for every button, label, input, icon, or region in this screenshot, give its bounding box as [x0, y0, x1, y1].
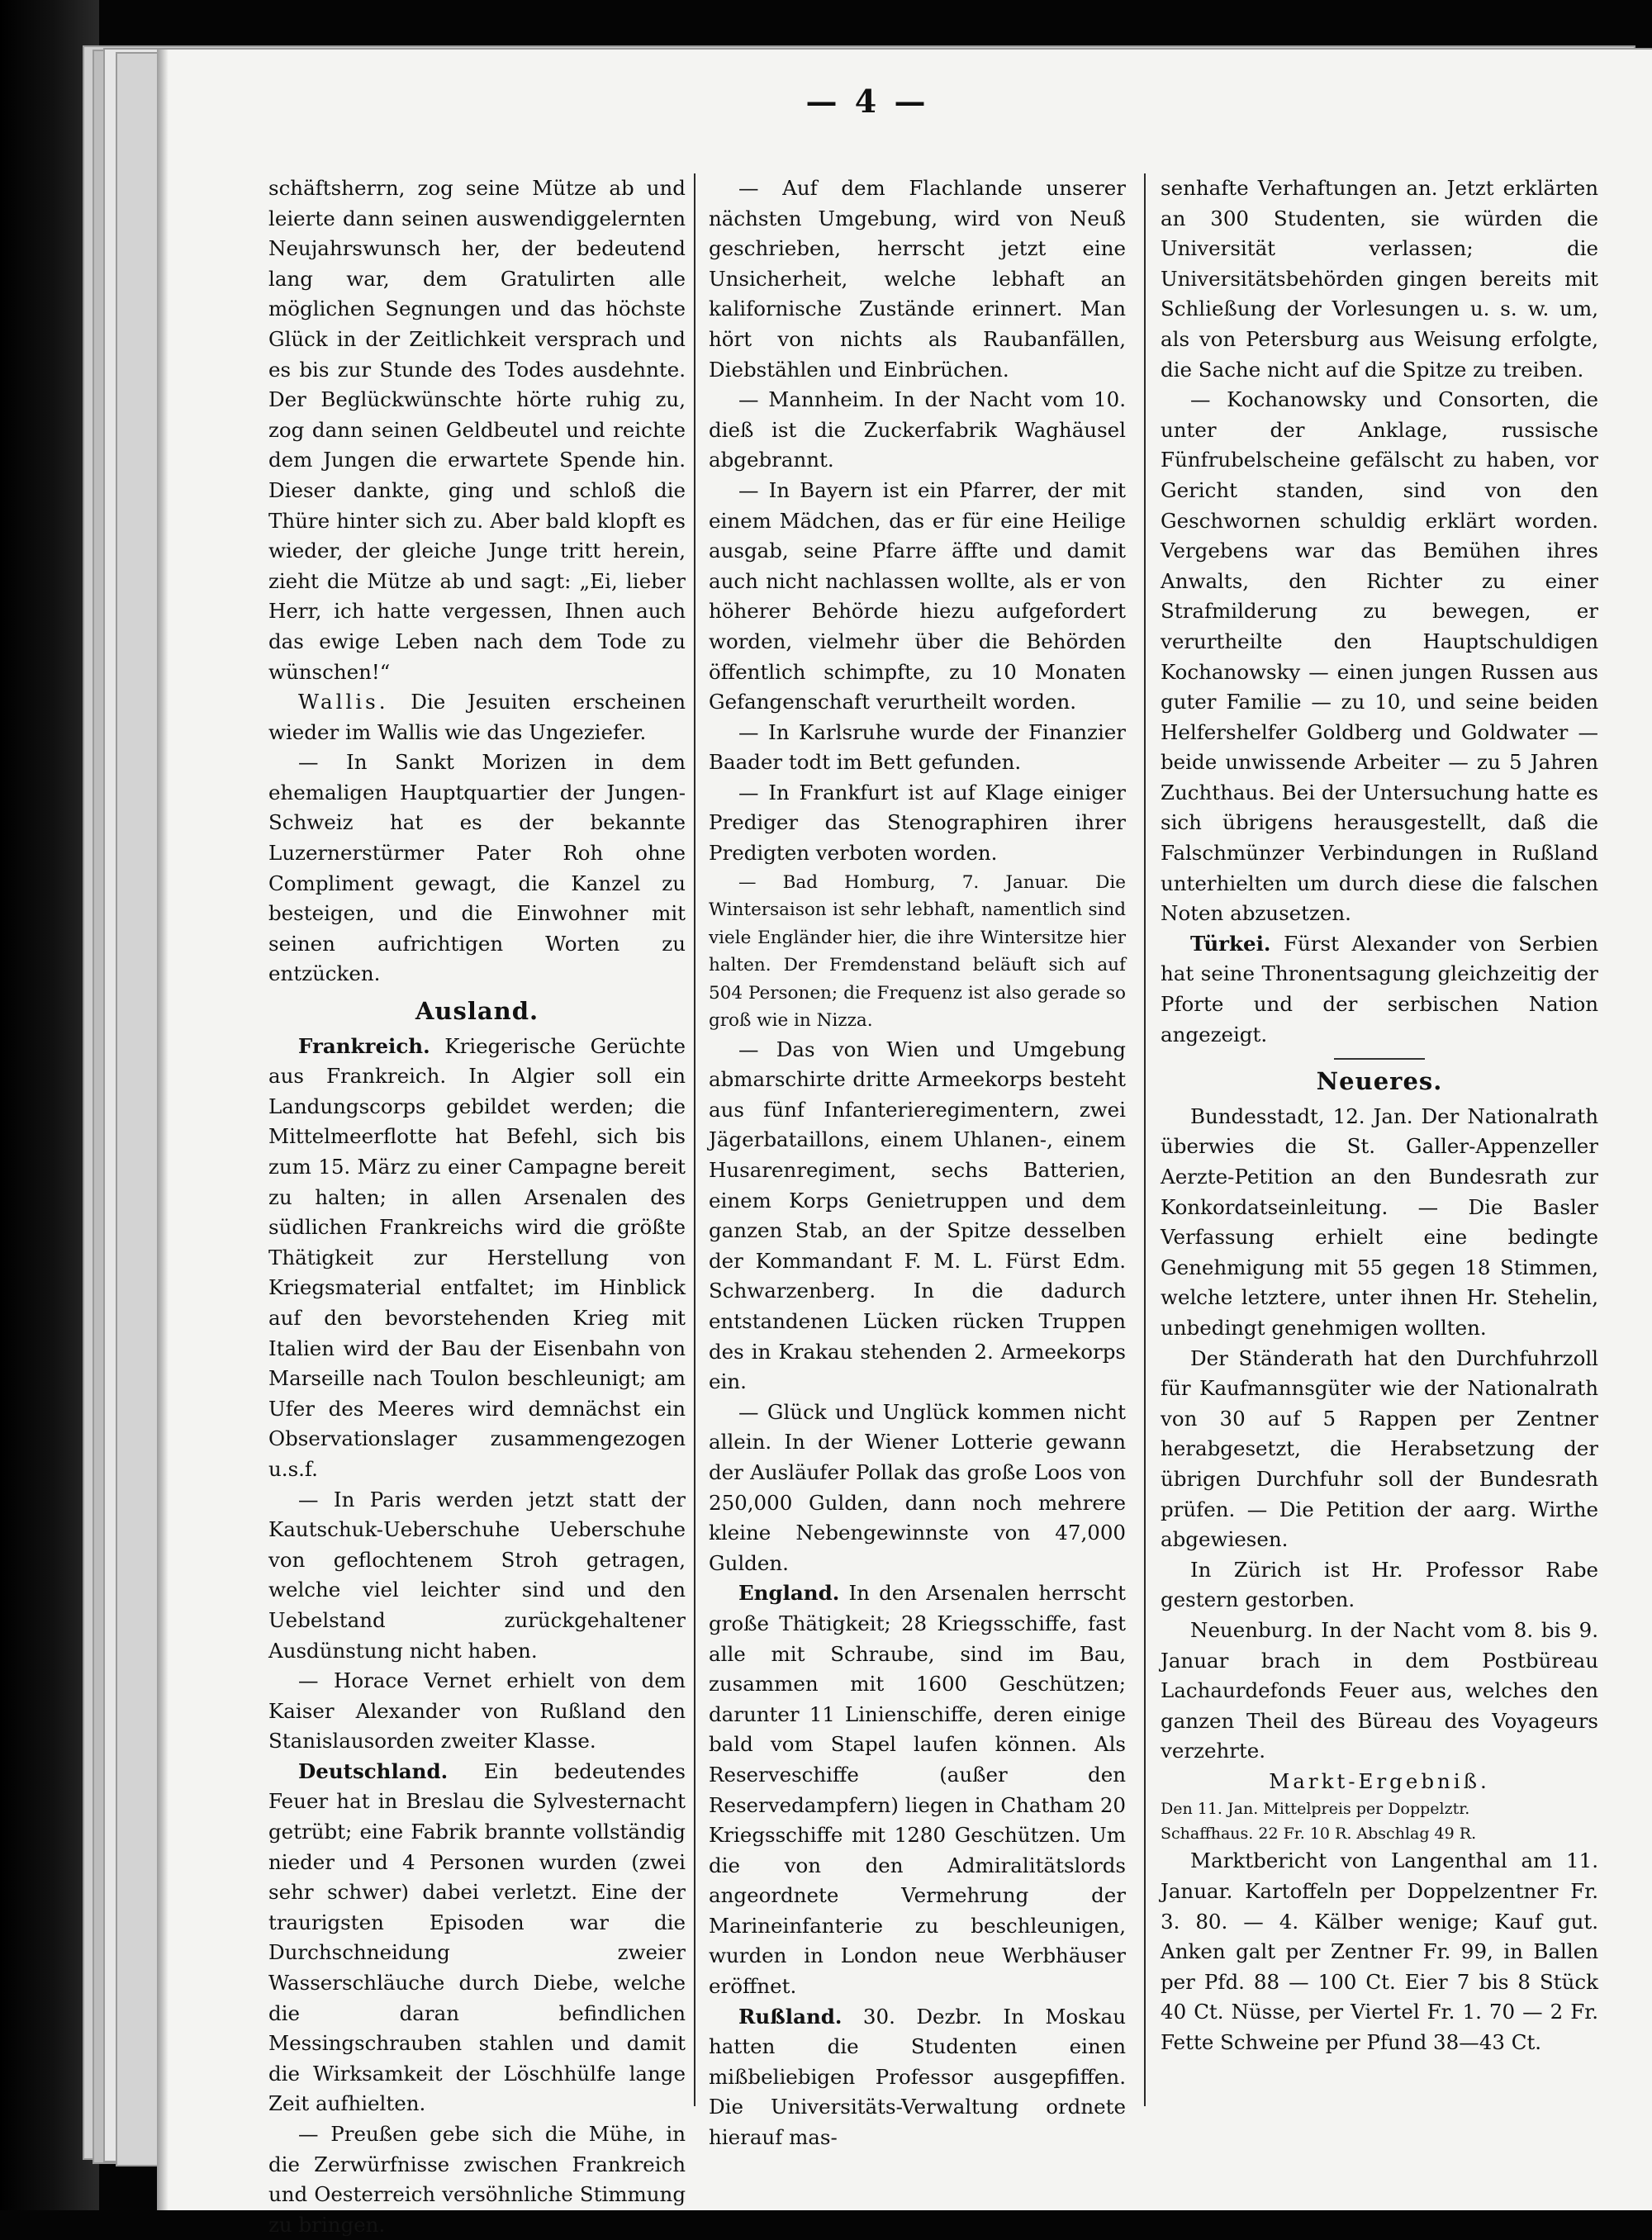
article-paragraph: In Zürich ist Hr. Professor Rabe gestern gestorben. [1161, 1557, 1598, 1612]
article-paragraph [1161, 929, 1598, 1050]
article-paragraph: — In Karlsruhe wurde der Finanzier Baader todt im Bett gefunden. [709, 719, 1126, 775]
article-heading: Türkei. [1190, 931, 1271, 956]
section-heading: Ausland. [415, 997, 539, 1026]
section-divider [1334, 1058, 1425, 1060]
article-paragraph: senhafte Verhaftungen an. Jetzt erklärten an 300 Studenten, sie würden die Universität verlassen; die Universitätsbehörden gingen bereits mit Schließung der Vorlesungen u. s. w. um, als von Petersburg aus Weisung erfolgte, die Sache nicht auf die Spitze zu treiben. [1161, 176, 1598, 382]
article-heading: England. [738, 1581, 840, 1606]
article-paragraph: — In Paris werden jetzt statt der Kautschuk-Ueberschuhe Ueberschuhe von geflochtenem Stroh getragen, welche viel leichter sind und den Uebelstand zurückgehaltener Ausdünstung nicht haben. [268, 1487, 686, 1663]
article-paragraph: Der Ständerath hat den Durchfuhrzoll für Kaufmannsgüter wie der Nationalrath von 30 auf 5 Rappen per Zentner herabgesetzt, die Herabsetzung der übrigen Durchfuhr soll der Bundesrath prüfen. — Die Petition der aarg. Wirthe abgewiesen. [1161, 1345, 1598, 1552]
column-rule [694, 173, 695, 2106]
article-paragraph [709, 2002, 1126, 2153]
article-text: Fürst Alexander von Serbien hat seine Thronentsagung gleichzeitig der Pforte und der serbischen Nation angezeigt. [1161, 931, 1598, 1046]
article-paragraph: — In Sankt Morizen in dem ehemaligen Hauptquartier der Jungen-Schweiz hat es der bekannte Luzernerstürmer Pater Roh ohne Compliment gewagt, die Kanzel zu besteigen, und die Einwohner mit seinen aufrichtigen Worten zu entzücken. [268, 750, 686, 986]
article-text: Kriegerische Gerüchte aus Frankreich. In Algier soll ein Landungscorps gebildet werden; die Mittelmeerflotte hat Befehl, sich bis zum 15. März zu einer Campagne bereit zu halten; in allen Arsenalen des südlichen Frankreichs wird die größte Thätigkeit zur Herstellung von Kriegsmaterial entfaltet; im Hinblick auf den bevorstehenden Krieg mit Italien wird der Bau der Eisenbahn von Marseille nach Toulon beschleunigt; am Ufer des Meeres wird demnächst ein Observationslager zusammengezogen u.s.f. [268, 1033, 686, 1481]
page-number: — 4 — [805, 83, 929, 120]
article-paragraph: — Bad Homburg, 7. Januar. Die Wintersaison ist sehr lebhaft, namentlich sind viele Engländer hier, die ihre Wintersitze hier halten. Der Fremdenstand beläuft sich auf 504 Personen; die Frequenz ist also gerade so groß wie in Nizza. [709, 871, 1126, 1032]
article-paragraph: — Das von Wien und Umgebung abmarschirte dritte Armeekorps besteht aus fünf Infanterieregimentern, zwei Jägerbataillons, einem Uhlanen-, einem Husarenregiment, sechs Batterien, einem Korps Genietruppen und dem ganzen Stab, an der Spitze desselben der Kommandant F. M. L. Fürst Edm. Schwarzenberg. In die dadurch entstandenen Lücken rücken Truppen des in Krakau stehenden 2. Armeekorps ein. [709, 1037, 1126, 1394]
article-paragraph: — Auf dem Flachlande unserer nächsten Umgebung, wird von Neuß geschrieben, herrscht jetzt eine Unsicherheit, welche lebhaft an kalifornische Zustände erinnert. Man hört von nichts als Raubanfällen, Diebstählen und Einbrüchen. [709, 176, 1126, 382]
article-paragraph [709, 1578, 1126, 2001]
article-paragraph: — Kochanowsky und Consorten, die unter der Anklage, russische Fünfrubelscheine gefälscht zu haben, vor Gericht standen, sind von den Geschwornen schuldig erklärt worden. Vergebens war das Bemühen ihres Anwalts, den Richter zu einer Strafmilderung zu bewegen, er verurtheilte den Hauptschuldigen Kochanowsky — einen jungen Russen aus guter Familie — zu 10, und seine beiden Helfershelfer Goldberg und Goldwater — beide unwissende Arbeiter — zu 5 Jahren Zuchthaus. Bei der Untersuchung hatte es sich übrigens herausgestellt, daß die Falschmünzer Verbindungen in Rußland unterhielten um durch diese die falschen Noten abzusetzen. [1161, 387, 1598, 926]
article-paragraph: — In Frankfurt ist auf Klage einiger Prediger das Stenographiren ihrer Predigten verboten worden. [709, 780, 1126, 866]
column-3 [1161, 173, 1598, 2058]
article-text: In den Arsenalen herrscht große Thätigkeit; 28 Kriegsschiffe, fast alle mit Schraube, sind im Bau, zusammen mit 1600 Geschützen; darunter 11 Linienschiffe, deren einige bald vom Stapel laufen können. Als Reserveschiffe (außer den Reservedampfern) liegen in Chatham 20 Kriegsschiffe mit 1280 Geschützen. Um die von den Admiralitätslords angeordnete Vermehrung der Marineinfanterie zu beschleunigen, wurden in London neue Werbhäuser eröffnet. [709, 1581, 1126, 1999]
article-paragraph: — Preußen gebe sich die Mühe, in die Zerwürfnisse zwischen Frankreich und Oesterreich versöhnliche Stimmung zu bringen. [268, 2122, 686, 2237]
column-2 [709, 173, 1126, 2153]
market-line: Den 11. Jan. Mittelpreis per Doppelztr. [1161, 1800, 1470, 1819]
market-line: Schaffhaus. 22 Fr. 10 R. Abschlag 49 R. [1161, 1825, 1477, 1844]
article-paragraph [268, 1032, 686, 1485]
article-paragraph: Marktbericht von Langenthal am 11. Januar. Kartoffeln per Doppelzentner Fr. 3. 80. — 4. Kälber wenige; Kauf gut. Anken galt per Zentner Fr. 99, in Ballen per Pfd. 88 — 100 Ct. Eier 7 bis 8 Stück 40 Ct. Nüsse, per Viertel Fr. 1. 70 — 2 Fr. Fette Schweine per Pfund 38—43 Ct. [1161, 1848, 1598, 2055]
article-paragraph: — Mannheim. In der Nacht vom 10. dieß ist die Zuckerfabrik Waghäusel abgebrannt. [709, 387, 1126, 472]
market-heading: Markt-Ergebniß. [1269, 1768, 1490, 1793]
article-text: Ein bedeutendes Feuer hat in Breslau die Sylvesternacht getrübt; eine Fabrik brannte vollständig nieder und 4 Personen wurden (zwei sehr schwer) dabei verletzt. Eine der traurigsten Episoden war die Durchschneidung zweier Wasserschläuche durch Diebe, welche die daran befindlichen Messingschrauben stahlen und damit die Wirksamkeit der Löschhülfe lange Zeit aufhielten. [268, 1758, 686, 2116]
article-paragraph: — Glück und Unglück kommen nicht allein. In der Wiener Lotterie gewann der Ausläufer Pollak das große Loos von 250,000 Gulden, dann noch mehrere kleine Nebengewinnste von 47,000 Gulden. [709, 1399, 1126, 1575]
article-text: 30. Dezbr. In Moskau hatten die Studenten einen mißbeliebigen Professor ausgepfiffen. Die Universitäts-Verwaltung ordnete hierauf mas- [709, 2004, 1126, 2150]
article-paragraph: schäftsherrn, zog seine Mütze ab und leierte dann seinen auswendiggelernten Neujahrswunsch her, der bedeutend lang war, dem Gratulirten alle möglichen Segnungen und das höchste Glück in der Zeitlichkeit versprach und es bis zur Stunde des Todes ausdehnte. Der Beglückwünschte hörte ruhig zu, zog dann seinen Geldbeutel und reichte dem Jungen die erwartete Spende hin. Dieser dankte, ging und schloß die Thüre hinter sich zu. Aber bald klopft es wieder, der gleiche Junge tritt herein, zieht die Mütze ab und sagt: „Ei, lieber Herr, ich hatte vergessen, Ihnen auch das ewige Leben nach dem Tode zu wünschen!“ [268, 176, 686, 684]
article-heading: Frankreich. [298, 1033, 430, 1058]
article-heading: Wallis. [298, 690, 389, 714]
article-paragraph: Bundesstadt, 12. Jan. Der Nationalrath überwies die St. Galler-Appenzeller Aerzte-Petition an den Bundesrath zur Konkordatseinleitung. — Die Basler Verfassung erhielt eine bedingte Genehmigung mit 55 gegen 18 Stimmen, welche letztere, unter ihnen Hr. Stehelin, unbedingt genehmigen wollten. [1161, 1103, 1598, 1340]
column-1 [268, 173, 686, 2240]
column-rule [1144, 173, 1146, 2106]
article-paragraph: — In Bayern ist ein Pfarrer, der mit einem Mädchen, das er für eine Heilige ausgab, seine Pfarre äffte und damit auch nicht nachlassen wollte, als er von höherer Behörde hiezu aufgefordert worden, vielmehr über die Behörden öffentlich schimpfte, zu 10 Monaten Gefangenschaft verurtheilt worden. [709, 477, 1126, 714]
article-heading: Deutschland. [298, 1758, 449, 1783]
article-paragraph [268, 1757, 686, 2119]
article-heading: Rußland. [738, 2004, 843, 2029]
article-text: Die Jesuiten erscheinen wieder im Wallis wie das Ungeziefer. [268, 690, 686, 744]
article-paragraph: Neuenburg. In der Nacht vom 8. bis 9. Januar brach in dem Postbüreau Lachaurdefonds Feuer aus, welches den ganzen Theil des Büreau des Voyageurs verzehrte. [1161, 1617, 1598, 1763]
section-heading: Neueres. [1316, 1067, 1443, 1096]
article-paragraph [268, 687, 686, 747]
article-paragraph: — Horace Vernet erhielt von dem Kaiser Alexander von Rußland den Stanislausorden zweiter Klasse. [268, 1668, 686, 1754]
